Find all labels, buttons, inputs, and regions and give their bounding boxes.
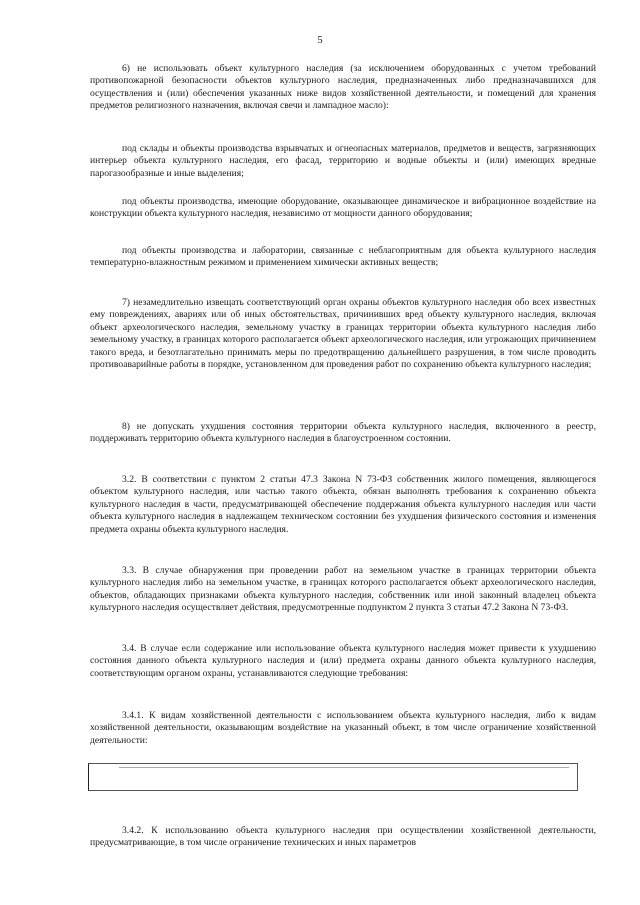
paragraph-item-7: 7) незамедлительно извещать соответствующий орган охраны объектов культурного наследия обо всех известных ему повреждениях, авариях или об иных обстоятельствах, причинивших вред объекту культурного наследия, включая объект археологического наследия, земельному участку в границах территории объекта культурного наследия либо земельному участку, в границах которого располагается объект археологического наследия, или угрожающих причинением такого вреда, и безотлагательно принимать меры по предотвращению дальнейшего разрушения, в том числе проводить противоаварийные работы в порядке, установленном для проведения работ по сохранению объекта культурного наследия; <box>90 297 596 371</box>
paragraph-explosives: под склады и объекты производства взрывчатых и огнеопасных материалов, предметов и веществ, загрязняющих интерьер объекта культурного наследия, его фасад, территорию и водные объекты и (или) имеющих вредные парогазообразные и иные выделения; <box>90 143 596 179</box>
paragraph-3-2: 3.2. В соответствии с пунктом 2 статьи 47.3 Закона N 73-ФЗ собственник жилого помещения, являющегося объектом культурного наследия, или частью такого объекта, обязан выполнять требования к сохранению объекта культурного наследия в части, предусматривающей обеспечение поддержания объекта культурного наследия или части объекта культурного наследия в надлежащем техническом состоянии без ухудшения физического состояния и изменения предмета охраны объекта культурного наследия. <box>90 474 596 535</box>
paragraph-laboratories: под объекты производства и лаборатории, связанные с неблагоприятным для объекта культурного наследия температурно-влажностным режимом и применением химически активных веществ; <box>90 245 596 269</box>
paragraph-vibration: под объекты производства, имеющие оборудование, оказывающее динамическое и вибрационное воздействие на конструкции объекта культурного наследия, независимо от мощности данного оборудования; <box>90 196 596 220</box>
paragraph-3-4-2: 3.4.2. К использованию объекта культурного наследия при осуществлении хозяйственной деятельности, предусматривающие, в том числе ограничение технических и иных параметров <box>90 825 596 849</box>
paragraph-3-3: 3.3. В случае обнаружения при проведении работ на земельном участке в границах территории объекта культурного наследия либо на земельном участке, в границах которого располагается объект археологического наследия, объектов, обладающих признаками объекта культурного наследия, собственник или иной законный владелец объекта культурного наследия осуществляет действия, предусмотренные подпунктом 2 пункта 3 статьи 47.2 Закона N 73-ФЗ. <box>90 565 596 614</box>
box-inner-line <box>119 767 569 768</box>
paragraph-3-4: 3.4. В случае если содержание или использование объекта культурного наследия может привести к ухудшению состояния данного объекта культурного наследия и (или) предмета охраны данного объекта культурного наследия, соответствующим органом охраны, устанавливаются следующие требования: <box>90 643 596 679</box>
page-number: 5 <box>317 35 323 46</box>
paragraph-item-6: 6) не использовать объект культурного наследия (за исключением оборудованных с учетом требований противопожарной безопасности объектов культурного наследия, предназначенных либо предназначавшихся для осуществления и (или) обеспечения указанных ниже видов хозяйственной деятельности, и помещений для хранения предметов религиозного назначения, включая свечи и лампадное масло): <box>90 63 596 112</box>
paragraph-item-8: 8) не допускать ухудшения состояния территории объекта культурного наследия, включенного в реестр, поддерживать территорию объекта культурного наследия в благоустроенном состоянии. <box>90 421 596 445</box>
paragraph-3-4-1: 3.4.1. К видам хозяйственной деятельности с использованием объекта культурного наследия, либо к видам хозяйственной деятельности, оказывающим воздействие на указанный объект, в том числе ограничение хозяйственной деятельности: <box>90 710 596 746</box>
empty-restriction-box <box>88 763 578 791</box>
